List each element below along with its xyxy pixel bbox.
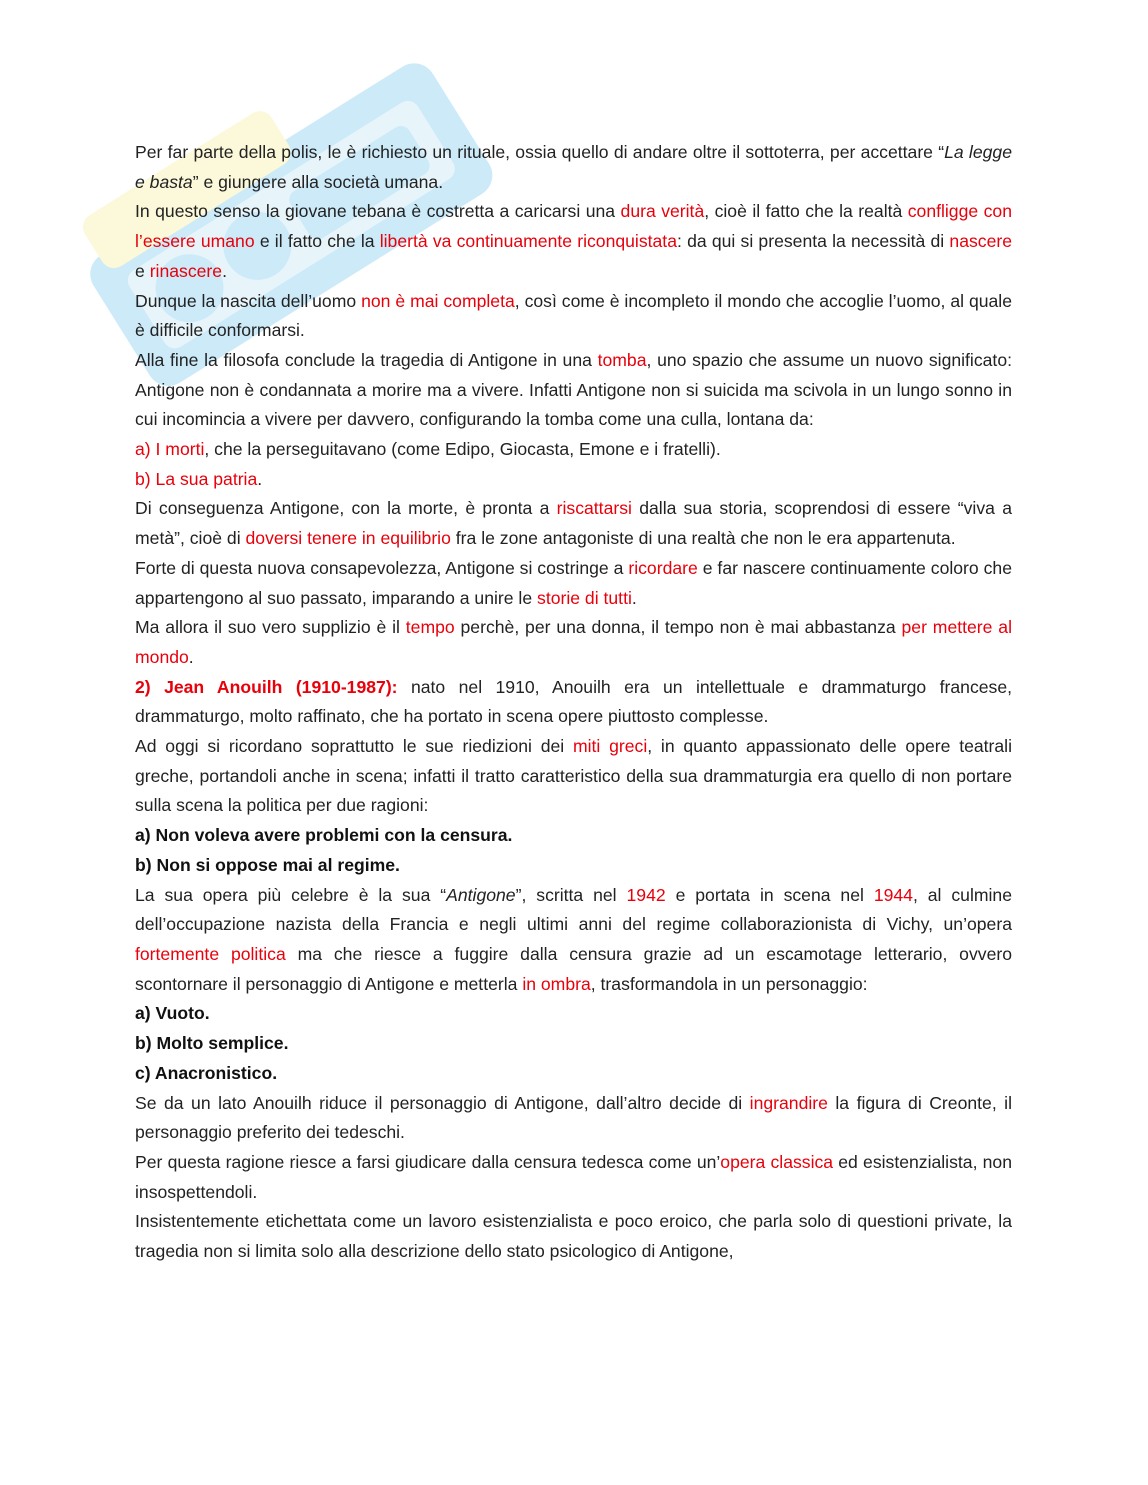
highlight-run: a) I morti xyxy=(135,439,205,460)
text-run: , cioè il fatto che la realtà xyxy=(704,201,908,222)
text-run: , in quanto appassionato delle opere teatrali greche, portandoli anche in scena; infatti il tratto caratteristico della sua drammaturgia era quello di non portare sulla scena la politica per due ragioni: xyxy=(135,736,1012,816)
paragraph xyxy=(135,999,1012,1029)
paragraph xyxy=(135,494,1012,553)
section-heading: 2) Jean Anouilh (1910-1987): xyxy=(135,676,398,697)
text-run: Se da un lato Anouilh riduce il personaggio di Antigone, dall’altro decide di xyxy=(135,1092,750,1113)
text-run: ”, scritta nel xyxy=(515,884,627,905)
text-run: . xyxy=(188,646,194,667)
highlight-run: storie di tutti xyxy=(537,587,632,608)
text-run: Di conseguenza Antigone, con la morte, è pronta a xyxy=(135,498,557,519)
text-run: . xyxy=(222,260,227,281)
highlight-run: per mettere al mondo xyxy=(135,617,1012,667)
text-run: e portata in scena nel xyxy=(665,884,874,905)
text-run: perchè, per una donna, il tempo non è mai abbastanza xyxy=(454,617,902,638)
text-run: , al culmine dell’occupazione nazista della Francia e negli ultimi anni del regime collaborazionista di Vichy, un’opera xyxy=(135,884,1013,935)
text-run: e il fatto che la xyxy=(254,231,380,252)
list-item: b) Non si oppose mai al regime. xyxy=(135,854,400,875)
paragraph xyxy=(135,732,1012,821)
highlight-run: 1942 xyxy=(626,884,666,905)
highlight-run: miti greci xyxy=(572,736,648,757)
text-run: : da qui si presenta la necessità di xyxy=(677,231,950,252)
text-run: Per questa ragione riesce a farsi giudicare dalla censura tedesca come un’ xyxy=(135,1151,721,1172)
text-run: la figura di Creonte, il personaggio preferito dei tedeschi. xyxy=(135,1092,1013,1143)
paragraph xyxy=(135,613,1012,672)
highlight-run: b) La sua patria xyxy=(135,468,258,489)
highlight-run: rinascere xyxy=(149,260,223,281)
highlight-run: tempo xyxy=(405,617,455,638)
highlight-run: dura verità xyxy=(620,201,705,222)
paragraph xyxy=(135,1148,1012,1207)
highlight-run: ingrandire xyxy=(749,1092,828,1113)
text-run: fra le zone antagoniste di una realtà che non le era appartenuta. xyxy=(450,528,956,549)
paragraph xyxy=(135,1207,1012,1266)
paragraph xyxy=(135,197,1012,286)
highlight-run: fortemente politica xyxy=(135,943,286,964)
highlight-run: non è mai completa xyxy=(361,290,515,311)
italic-run: La legge e basta xyxy=(135,142,1012,192)
text-run: e xyxy=(135,260,150,281)
document-body xyxy=(135,138,1012,1267)
text-run: Forte di questa nuova consapevolezza, Antigone si costringe a xyxy=(135,557,629,578)
paragraph xyxy=(135,346,1012,435)
paragraph xyxy=(135,435,1012,465)
text-run: dalla sua storia, scoprendosi di essere “viva a metà”, cioè di xyxy=(135,498,1012,549)
text-run: Dunque la nascita dell’uomo xyxy=(135,290,362,311)
highlight-run: riscattarsi xyxy=(556,498,632,519)
text-run: , uno spazio che assume un nuovo significato: Antigone non è condannata a morire ma a vivere. Infatti Antigone non si suicida ma scivola in un lungo sonno in cui incomincia a vivere per davvero, configurando la tomba come una culla, lontana da: xyxy=(135,349,1012,430)
highlight-run: opera classica xyxy=(720,1151,834,1172)
paragraph xyxy=(135,1029,1012,1059)
paragraph xyxy=(135,881,1012,1000)
text-run: In questo senso la giovane tebana è costretta a caricarsi una xyxy=(135,201,621,222)
highlight-run: tomba xyxy=(597,349,647,370)
highlight-run: libertà va continuamente riconquistata xyxy=(379,231,677,252)
text-run: Per far parte della polis, le è richiesto un rituale, ossia quello di andare oltre il sottoterra, per accettare “ xyxy=(135,142,945,162)
highlight-run: ricordare xyxy=(628,557,698,578)
text-run: ” e giungere alla società umana. xyxy=(192,171,444,192)
paragraph xyxy=(135,554,1012,613)
text-run: . xyxy=(257,468,263,489)
list-item: a) Non voleva avere problemi con la censura. xyxy=(135,825,513,846)
text-run: , così come è incompleto il mondo che accoglie l’uomo, al quale è difficile conformarsi. xyxy=(135,290,1012,341)
paragraph xyxy=(135,287,1012,346)
paragraph xyxy=(135,465,1012,495)
paragraph xyxy=(135,1059,1012,1089)
text-run: . xyxy=(631,587,637,608)
text-run: , che la perseguitavano (come Edipo, Giocasta, Emone e i fratelli). xyxy=(204,439,721,460)
text-run: Ma allora il suo vero supplizio è il xyxy=(135,617,406,638)
highlight-run: in ombra xyxy=(522,973,591,994)
text-run: ed esistenzialista, non insospettendoli. xyxy=(135,1151,1013,1202)
text-run: nato nel 1910, Anouilh era un intellettuale e drammaturgo francese, drammaturgo, molto raffinato, che ha portato in scena opere piuttosto complesse. xyxy=(135,676,1012,727)
text-run: La sua opera più celebre è la sua “ xyxy=(135,884,447,905)
paragraph xyxy=(135,851,1012,881)
list-item: b) Molto semplice. xyxy=(135,1033,289,1054)
highlight-run: nascere xyxy=(949,231,1013,252)
list-item: a) Vuoto. xyxy=(135,1003,210,1024)
highlight-run: confligge con l’essere umano xyxy=(135,201,1012,252)
italic-run: Antigone xyxy=(446,884,516,905)
paragraph xyxy=(135,1089,1012,1148)
paragraph xyxy=(135,138,1012,197)
text-run: Ad oggi si ricordano soprattutto le sue riedizioni dei xyxy=(135,736,573,757)
highlight-run: doversi tenere in equilibrio xyxy=(245,528,451,549)
paragraph xyxy=(135,673,1012,732)
text-run: Alla fine la filosofa conclude la tragedia di Antigone in una xyxy=(135,349,598,370)
highlight-run: 1944 xyxy=(873,884,913,905)
text-run: ma che riesce a fuggire dalla censura grazie ad un escamotage letterario, ovvero scontornare il personaggio di Antigone e metterla xyxy=(135,943,1012,994)
text-run: Insistentemente etichettata come un lavoro esistenzialista e poco eroico, che parla solo di questioni private, la tragedia non si limita solo alla descrizione dello stato psicologico di Antigone, xyxy=(135,1211,1012,1262)
text-run: e far nascere continuamente coloro che appartengono al suo passato, imparando a unire le xyxy=(135,557,1012,608)
list-item: c) Anacronistico. xyxy=(135,1062,278,1083)
paragraph xyxy=(135,821,1012,851)
text-run: , trasformandola in un personaggio: xyxy=(590,973,868,994)
